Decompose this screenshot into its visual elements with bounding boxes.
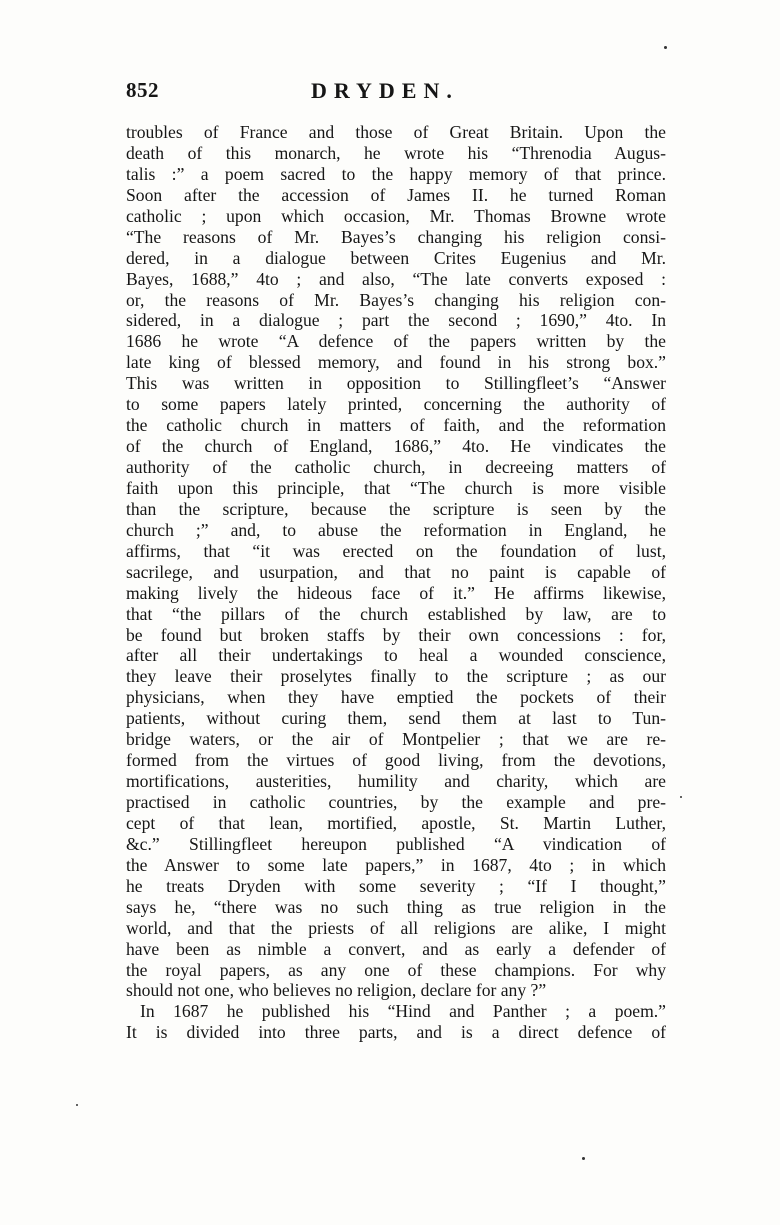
text-line: bridge waters, or the air of Montpelier ; that we are re- — [126, 729, 666, 750]
text-line: church ;” and, to abuse the reformation in England, he — [126, 519, 666, 540]
text-line: sacrilege, and usurpation, and that no paint is capable of — [126, 561, 666, 582]
text-line: It is divided into three parts, and is a direct defence of — [126, 1022, 666, 1043]
text-line: talis :” a poem sacred to the happy memory of that prince. — [126, 163, 666, 184]
text-line: authority of the catholic church, in decreeing matters of — [126, 457, 666, 477]
text-line: catholic ; upon which occasion, Mr. Thomas Browne wrote — [126, 205, 666, 226]
text-line: patients, without curing them, send them at last to Tun- — [126, 708, 666, 729]
text-line: the royal papers, as any one of these champions. For why — [126, 959, 666, 980]
text-line: sidered, in a dialogue ; part the second ; 1690,” 4to. In — [126, 310, 666, 331]
text-line: troubles of France and those of Great Britain. Upon the — [126, 122, 666, 142]
text-line: 1686 he wrote “A defence of the papers written by the — [126, 331, 666, 352]
page-number: 852 — [126, 78, 159, 102]
body-text — [126, 122, 666, 1043]
text-line: making lively the hideous face of it.” He affirms likewise, — [126, 582, 666, 603]
text-line: says he, “there was no such thing as true religion in the — [126, 896, 666, 917]
text-line: or, the reasons of Mr. Bayes’s changing his religion con- — [126, 289, 666, 310]
ink-speck — [76, 1104, 78, 1106]
text-line: after all their undertakings to heal a wounded conscience, — [126, 645, 666, 666]
text-line: mortifications, austerities, humility and charity, which are — [126, 771, 666, 792]
text-line: should not one, who believes no religion, declare for any ?” — [126, 980, 547, 1001]
text-line: have been as nimble a convert, and as early a defender of — [126, 938, 666, 959]
text-line: affirms, that “it was erected on the foundation of lust, — [126, 540, 666, 561]
text-line: Soon after the accession of James II. he turned Roman — [126, 184, 666, 205]
text-line: &c.” Stillingfleet hereupon published “A vindication of — [126, 833, 666, 854]
text-line: the catholic church in matters of faith, and the reformation — [126, 415, 666, 436]
text-line: formed from the virtues of good living, from the devotions, — [126, 750, 666, 771]
text-line: This was written in opposition to Stillingfleet’s “Answer — [126, 373, 666, 394]
text-line: cept of that lean, mortified, apostle, St. Martin Luther, — [126, 812, 666, 833]
paragraph-start-line: In 1687 he published his “Hind and Panther ; a poem.” — [140, 1001, 666, 1022]
text-line: death of this monarch, he wrote his “Threnodia Augus- — [126, 142, 666, 163]
text-line: “The reasons of Mr. Bayes’s changing his religion consi- — [126, 226, 666, 247]
text-line: of the church of England, 1686,” 4to. He vindicates the — [126, 436, 666, 457]
text-line: late king of blessed memory, and found in his strong box.” — [126, 352, 666, 373]
text-line: practised in catholic countries, by the example and pre- — [126, 792, 666, 812]
ink-speck — [664, 46, 667, 49]
text-line: he treats Dryden with some severity ; “If I thought,” — [126, 875, 666, 896]
text-line: to some papers lately printed, concerning the authority of — [126, 394, 666, 415]
page-header — [126, 78, 666, 104]
text-line: dered, in a dialogue between Crites Eugenius and Mr. — [126, 247, 666, 268]
text-line: world, and that the priests of all religions are alike, I might — [126, 917, 666, 938]
text-line: Bayes, 1688,” 4to ; and also, “The late converts exposed : — [126, 268, 666, 289]
text-line: than the scripture, because the scripture is seen by the — [126, 498, 666, 519]
ink-speck — [680, 796, 682, 798]
text-line: that “the pillars of the church established by law, are to — [126, 603, 666, 624]
text-line: physicians, when they have emptied the pockets of their — [126, 687, 666, 708]
running-head: DRYDEN. — [311, 78, 459, 103]
text-line: the Answer to some late papers,” in 1687, 4to ; in which — [126, 854, 666, 875]
text-line: faith upon this principle, that “The church is more visible — [126, 477, 666, 498]
text-line: they leave their proselytes finally to the scripture ; as our — [126, 666, 666, 687]
ink-speck — [582, 1157, 585, 1160]
text-line: be found but broken staffs by their own concessions : for, — [126, 624, 666, 645]
